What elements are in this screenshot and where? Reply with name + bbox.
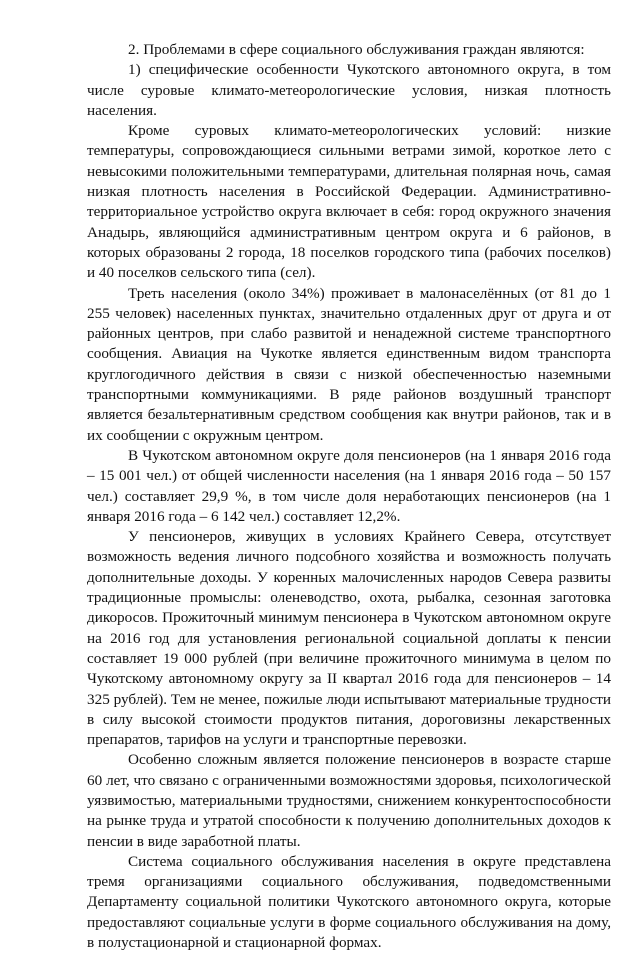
climate-paragraph: Кроме суровых климато-метеорологических условий: низкие температуры, сопровождающиеся сильными ветрами зимой, короткое лето с невысокими положительными температурами, длительная полярная ночь, самая низкая плотность населения в Российской Федерации. Административно-территориальное устройство округа включает в себя: город окружного значения Анадырь, являющийся административным центром округа и 6 районов, в которых образованы 2 города, 18 поселков городского типа (рабочих поселков) и 40 поселков сельского типа (сел). <box>87 122 611 282</box>
pensioners-share-paragraph: В Чукотском автономном округе доля пенсионеров (на 1 января 2016 года – 15 001 чел.) от общей численности населения (на 1 января 2016 года – 50 157 чел.) составляет 29,9 %, в том числе доля неработающих пенсионеров (на 1 января 2016 года – 6 142 чел.) составляет 12,2%. <box>87 446 611 525</box>
section-heading-paragraph: 2. Проблемами в сфере социального обслуживания граждан являются: <box>128 41 585 58</box>
population-transport-paragraph: Треть населения (около 34%) проживает в малонаселённых (от 81 до 1 255 человек) населенных пунктах, значительно отдаленных друг от друга и от районных центров, при слабо развитой и ненадежной системе транспортного сообщения. Авиация на Чукотке является единственным видом транспорта круглогодичного действия в связи с низкой обеспеченностью наземными транспортными коммуникациями. В ряде районов воздушный транспорт является безальтернативным средством сообщения как внутри районов, так и в их сообщении с окружным центром. <box>87 284 611 444</box>
social-service-system-paragraph: Система социального обслуживания населения в округе представлена тремя организациями социального обслуживания, подведомственными Департаменту социальной политики Чукотского автономного округа, которые предоставляют социальные услуги в форме социального обслуживания на дому, в полустационарной и стационарной формах. <box>87 852 611 952</box>
north-pensioners-paragraph: У пенсионеров, живущих в условиях Крайнего Севера, отсутствует возможность ведения личного подсобного хозяйства и возможность получать дополнительные доходы. У коренных малочисленных народов Севера развиты традиционные промыслы: оленеводство, охота, рыбалка, сезонная заготовка дикоросов. Прожиточный минимум пенсионера в Чукотском автономном округе на 2016 год для установления региональной социальной доплаты к пенсии составляет 19 000 рублей (при величине прожиточного минимума в целом по Чукотскому автономному округу за II квартал 2016 года для пенсионеров – 14 325 рублей). Тем не менее, пожилые люди испытывают материальные трудности в силу высокой стоимости продуктов питания, дороговизны лекарственных препаратов, тарифов на услуги и транспортные перевозки. <box>87 528 611 749</box>
document-page <box>87 40 611 953</box>
problem-item-paragraph: 1) специфические особенности Чукотского автономного округа, в том числе суровые климато-метеорологические условия, низкая плотность населения. <box>87 61 611 119</box>
elderly-situation-paragraph: Особенно сложным является положение пенсионеров в возрасте старше 60 лет, что связано с ограниченными возможностями здоровья, психологической уязвимостью, материальными трудностями, снижением конкурентоспособности на рынке труда и утратой способности к получению дополнительных доходов к пенсии в виде заработной платы. <box>87 751 611 850</box>
